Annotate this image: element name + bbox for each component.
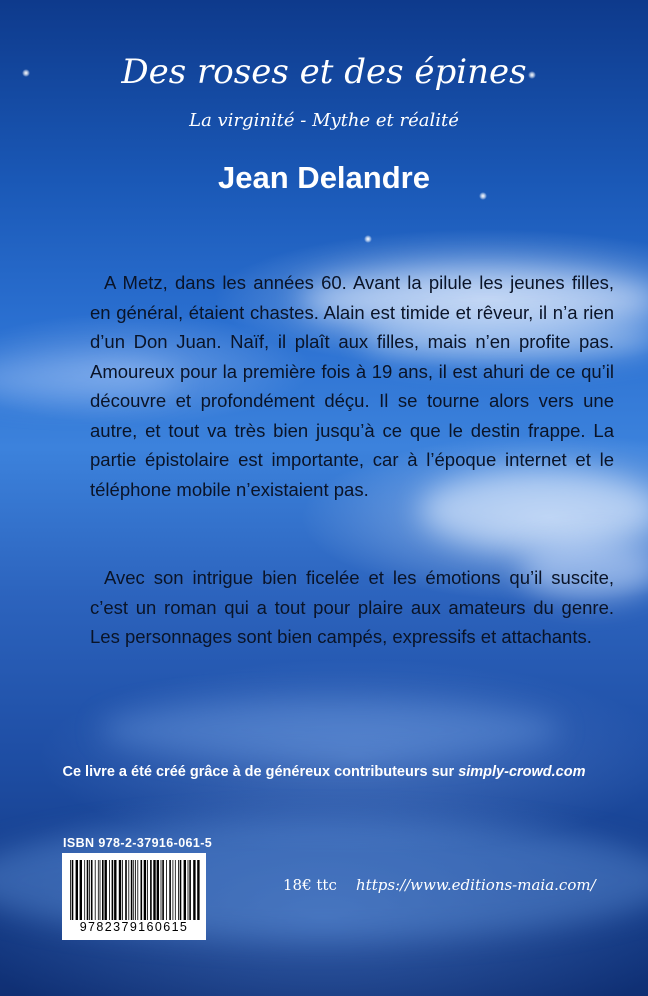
barcode-bar (189, 860, 191, 920)
barcode-bar (166, 860, 167, 920)
barcode-bar (98, 860, 99, 920)
barcode-bar (175, 860, 176, 920)
crowdfunding-note (0, 764, 648, 780)
barcode-bar (150, 860, 152, 920)
barcode-bar (122, 860, 123, 920)
barcode-bar (157, 860, 159, 920)
barcode-bar (91, 860, 93, 920)
barcode (62, 853, 206, 940)
book-title: Des roses et des épines (121, 52, 527, 92)
barcode-bar (89, 860, 90, 920)
barcode-bar (137, 860, 138, 920)
barcode-bar (112, 860, 114, 920)
barcode-bar (100, 860, 101, 920)
barcode-bar (197, 860, 199, 920)
barcode-bar (135, 860, 136, 920)
barcode-bar (184, 860, 186, 920)
barcode-bar (178, 860, 179, 920)
barcode-bar (161, 860, 162, 920)
blurb-paragraph: Avec son intrigue bien ficelée et les émotions qu’il suscite, c’est un roman qui a tout pour plaire aux amateurs du genre. Les personnages sont bien campés, expressifs et attachants. (90, 567, 614, 647)
barcode-bar (125, 860, 127, 920)
barcode-bar (87, 860, 89, 920)
price-label: 18€ ttc (283, 876, 337, 894)
barcode-bar (188, 860, 189, 920)
barcode-bar (193, 860, 195, 920)
barcode-bar (169, 860, 171, 920)
barcode-bar (109, 860, 110, 920)
barcode-bar (173, 860, 174, 920)
barcode-bar (114, 860, 116, 920)
barcode-bar (105, 860, 107, 920)
barcode-bar (147, 860, 148, 920)
cloud-decoration (100, 700, 560, 760)
barcode-bar (72, 860, 74, 920)
barcode-bar (84, 860, 85, 920)
publisher-website-link[interactable]: https://www.editions-maia.com/ (356, 876, 596, 894)
barcode-bar (128, 860, 129, 920)
crowdfunding-text: Ce livre a été créé grâce à de généreux contributeurs sur (62, 764, 459, 780)
blurb-paragraph: A Metz, dans les années 60. Avant la pilule les jeunes filles, en général, étaient chastes. Alain est timide et rêveur, il n’a rien d’un Don Juan. Naïf, il plaît aux filles, mais n’en profite pas. Amoureux pour la première fois à 19 ans, il est ahuri de ce qu’il découvre et profondément déçu. Il se tourne alors vers une autre, et tout va très bien jusqu’à ce que le destin frappe. La partie épistolaire est importante, car à l’époque internet et le téléphone mobile n’existaient pas. (90, 272, 614, 500)
crowdfunding-site-link[interactable]: simply-crowd.com (458, 764, 586, 780)
barcode-bar (162, 860, 164, 920)
barcode-bar (144, 860, 146, 920)
barcode-bar (141, 860, 143, 920)
barcode-bar (102, 860, 104, 920)
barcode-bar (119, 860, 121, 920)
star-decoration (364, 235, 372, 243)
barcode-bar (133, 860, 134, 920)
barcode-bar (95, 860, 96, 920)
barcode-bar (180, 860, 182, 920)
barcode-bar (70, 860, 71, 920)
isbn-label: ISBN 978-2-37916-061-5 (63, 836, 213, 850)
author-name: Jean Delandre (218, 160, 430, 195)
barcode-bars (68, 860, 200, 920)
barcode-bar (131, 860, 133, 920)
barcode-bar (153, 860, 155, 920)
book-subtitle: La virginité - Mythe et réalité (189, 110, 459, 131)
barcode-bar (80, 860, 82, 920)
barcode-bar (76, 860, 78, 920)
barcode-number: 9782379160615 (79, 920, 189, 934)
